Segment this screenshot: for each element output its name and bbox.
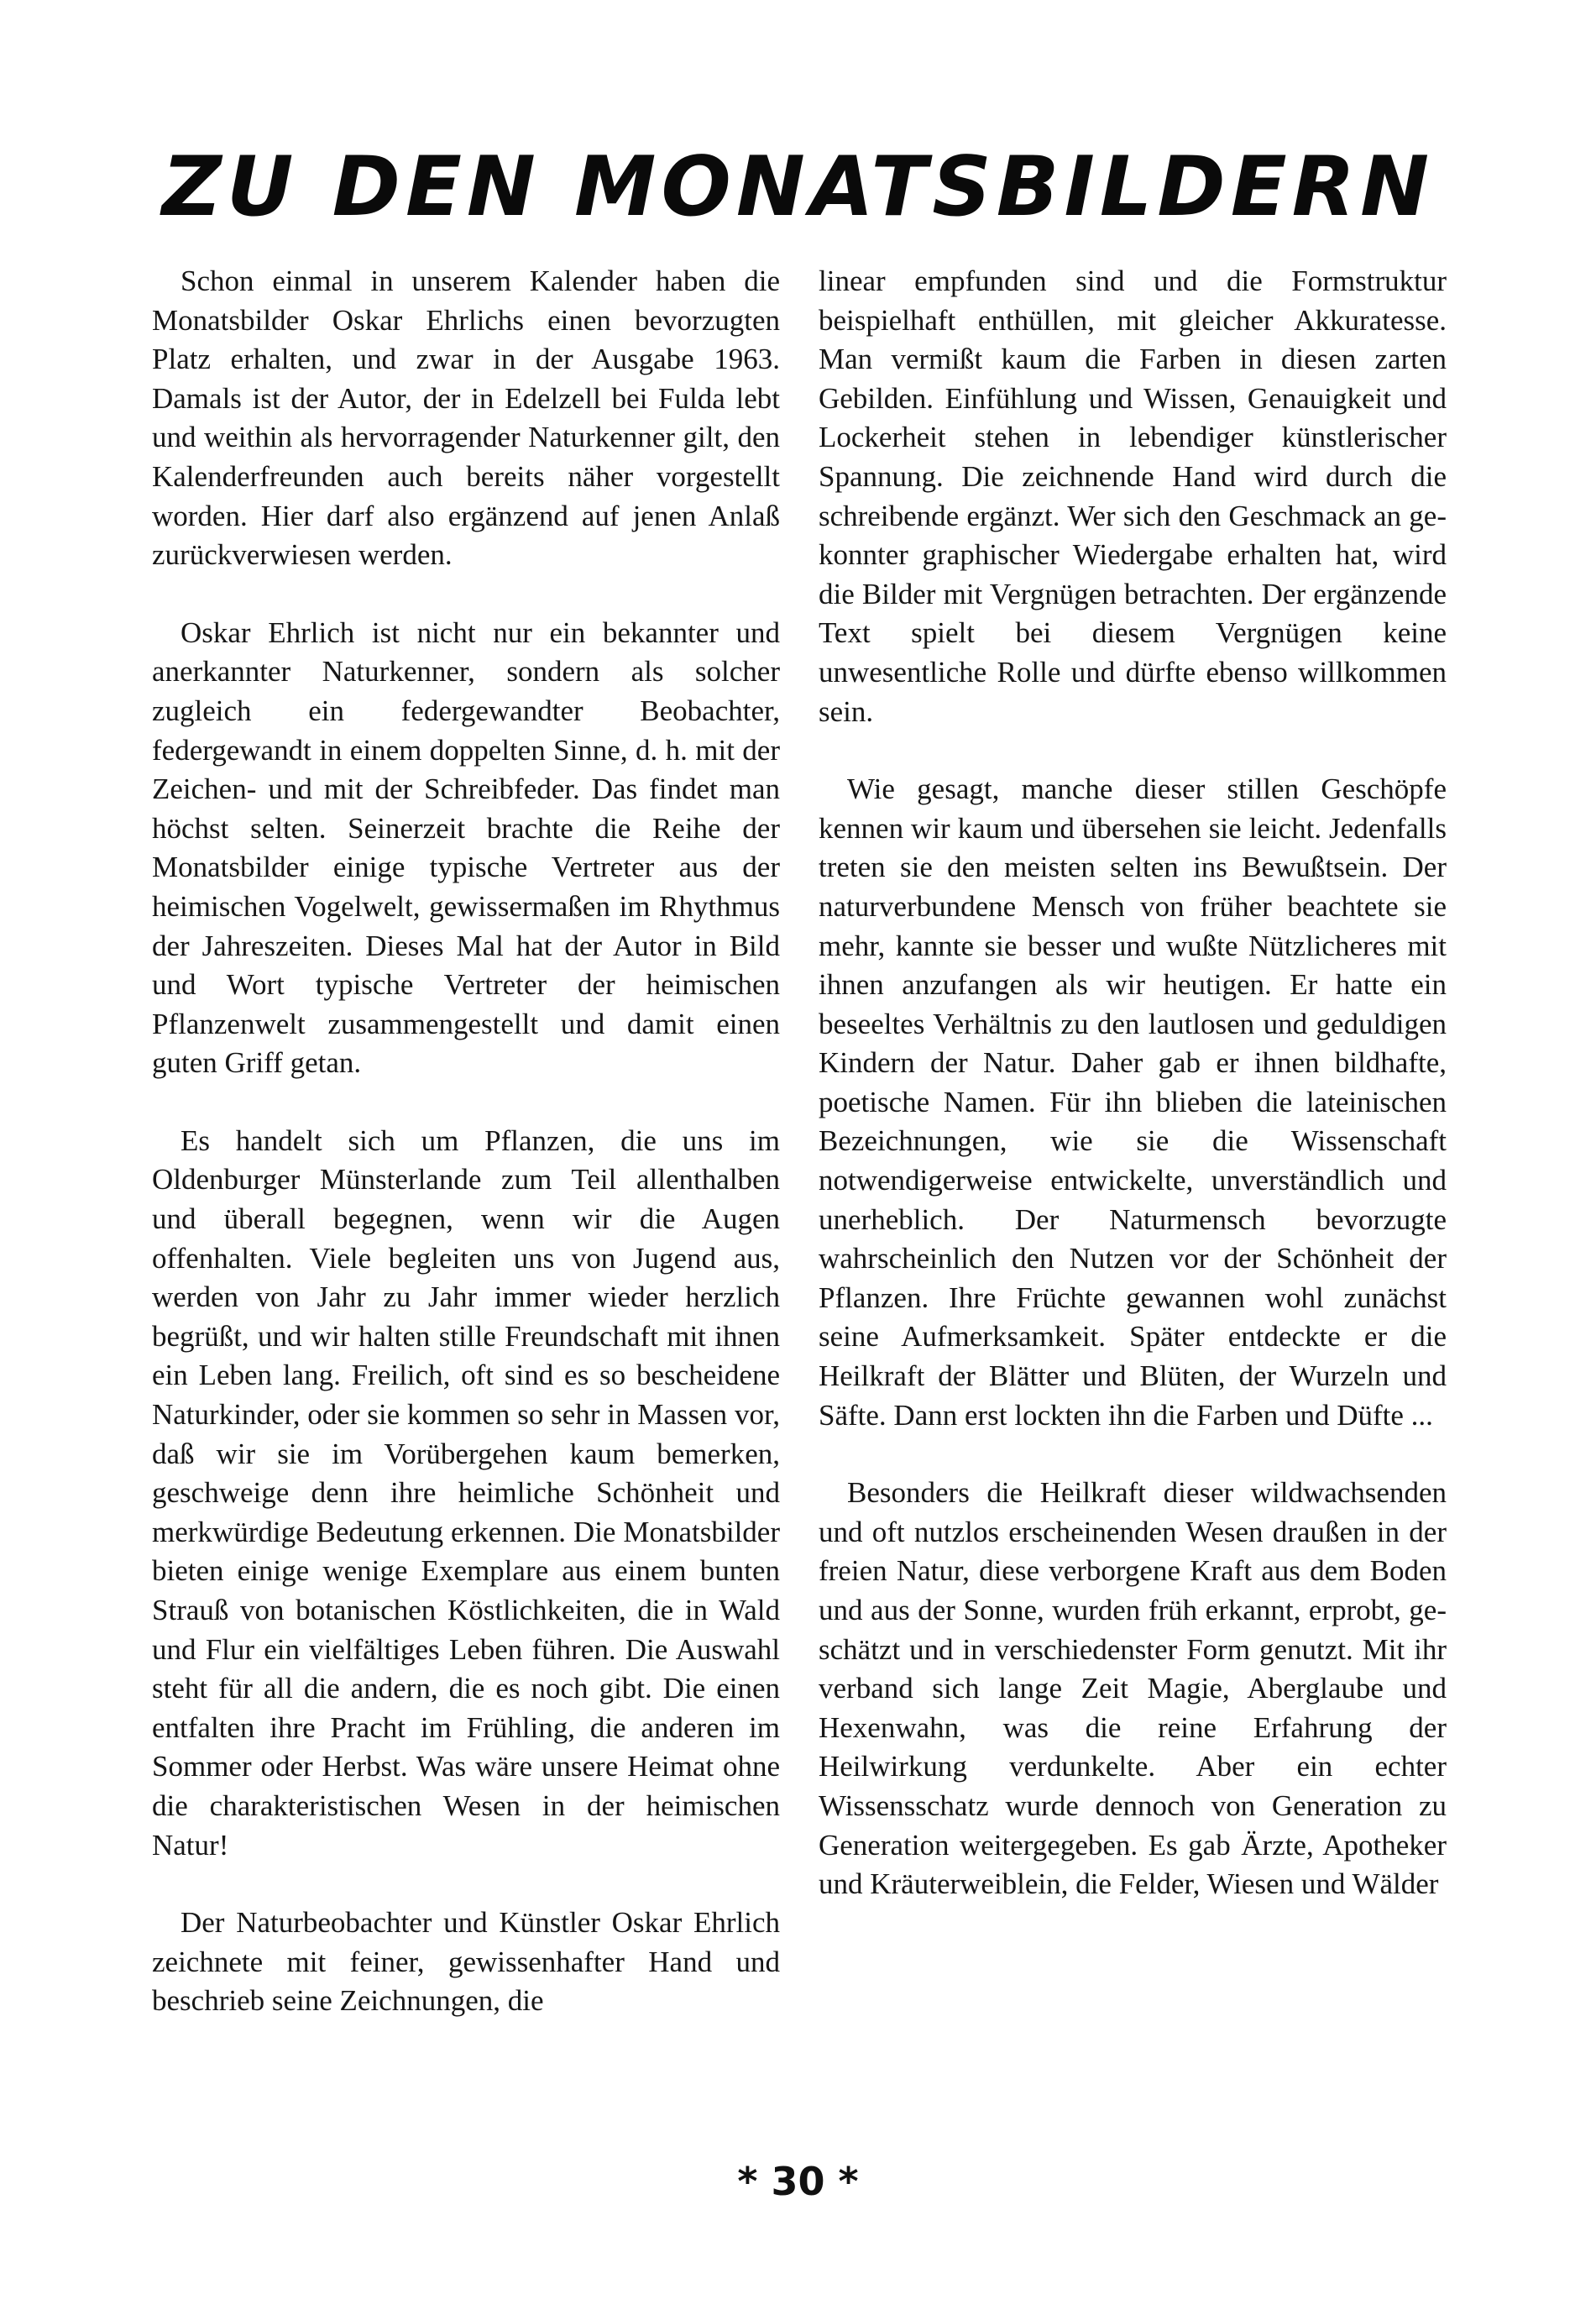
page-title: ZU DEN MONATSBILDERN [161, 139, 1435, 235]
paragraph: Schon einmal in unserem Kalender haben die Monatsbilder Oskar Ehrlichs einen bevorzugten Platz erhalten, und zwar in der Ausgabe 1963. Damals ist der Autor, der in Edelzell bei Fulda lebt und weithin als hervorragender Naturkenner gilt, den Kalenderfreunden auch bereits näher vorgestellt worden. Hier darf also ergänzend auf jenen Anlaß zurückverwiesen werden. [152, 264, 780, 572]
paragraph: Wie gesagt, manche dieser stillen Geschöpfe kennen wir kaum und übersehen sie leicht. Jedenfalls treten sie den meisten selten ins Bewußtsein. Der naturverbundene Mensch von früher beachtete sie mehr, kannte sie besser und wußte Nützlicheres mit ihnen anzufangen als wir heutigen. Er hatte ein beseeltes Verhältnis zu den lautlosen und geduldigen Kindern der Natur. Daher gab er ihnen bildhafte, poetische Namen. Für ihn blieben die lateinischen Bezeichnungen, wie sie die Wissenschaft notwendigerweise entwickelte, unverständlich und unerheblich. Der Naturmensch bevorzugte wahrscheinlich den Nutzen vor der Schönheit der Pflanzen. Ihre Früchte gewannen wohl zunächst seine Aufmerksamkeit. Später entdeckte er die Heilkraft der Blätter und Blüten, der Wurzeln und Säfte. Dann erst lockten ihn die Farben und Düfte ... [819, 772, 1447, 1432]
paragraph: Es handelt sich um Pflanzen, die uns im Oldenburger Münsterlande zum Teil allenthalben und überall begegnen, wenn wir die Augen offenhalten. Viele begleiten uns von Jugend aus, werden von Jahr zu Jahr immer wieder herzlich begrüßt, und wir halten stille Freundschaft mit ihnen ein Leben lang. Freilich, oft sind es so bescheidene Naturkinder, oder sie kommen so sehr in Massen vor, daß wir sie im Vorübergehen kaum bemerken, geschweige denn ihre heimliche Schönheit und merkwürdige Bedeutung erkennen. Die Monatsbilder bieten einige wenige Exemplare aus einem bunten Strauß von botanischen Köstlichkeiten, die in Wald und Flur ein vielfältiges Leben führen. Die Auswahl steht für all die andern, die es noch gibt. Die einen entfalten ihre Pracht im Frühling, die anderen im Sommer oder Herbst. Was wäre unsere Heimat ohne die charakteristischen Wesen in der heimischen Natur! [152, 1123, 780, 1862]
paragraph: Oskar Ehrlich ist nicht nur ein bekannter und anerkannter Naturkenner, sondern als solcher zugleich ein federgewandter Beobachter, federgewandt in einem doppelten Sinne, d. h. mit der Zeichen- und mit der Schreibfeder. Das findet man höchst selten. Seinerzeit brachte die Reihe der Monatsbilder einige typische Vertreter aus der heimischen Vogelwelt, gewissermaßen im Rhythmus der Jahreszeiten. Dieses Mal hat der Autor in Bild und Wort typische Vertreter der heimischen Pflanzenwelt zusammengestellt und damit einen guten Griff getan. [152, 615, 780, 1080]
paragraph: linear empfunden sind und die Formstruktur beispielhaft enthüllen, mit gleicher Akkuratesse. Man vermißt kaum die Farben in diesen zarten Gebilden. Einfühlung und Wissen, Genauigkeit und Lockerheit stehen in lebendiger künstlerischer Spannung. Die zeichnende Hand wird durch die schreibende ergänzt. Wer sich den Geschmack an gekonnter graphischer Wiedergabe erhalten hat, wird die Bilder mit Vergnügen betrachten. Der ergänzende Text spielt bei diesem Vergnügen keine unwesentliche Rolle und dürfte ebenso willkommen sein. [819, 264, 1447, 728]
paragraph: Der Naturbeobachter und Künstler Oskar Ehrlich zeichnete mit feiner, gewissenhafter Hand und beschrieb seine Zeichnungen, die [152, 1906, 780, 2018]
right-column [819, 262, 1447, 1943]
page-number: * 30 * [737, 2159, 859, 2204]
paragraph: Besonders die Heilkraft dieser wildwachsenden und oft nutzlos erscheinenden Wesen draußen in der freien Natur, diese verborgene Kraft aus dem Boden und aus der Sonne, wurden früh erkannt, erprobt, geschätzt und in verschiedenster Form genutzt. Mit ihr verband sich lange Zeit Magie, Aberglaube und Hexenwahn, was die reine Erfahrung der Heilwirkung verdunkelte. Aber ein echter Wissensschatz wurde dennoch von Generation zu Generation weitergegeben. Es gab Ärzte, Apotheker und Kräuterweiblein, die Felder, Wiesen und Wälder [819, 1476, 1447, 1901]
left-column [152, 262, 780, 2060]
